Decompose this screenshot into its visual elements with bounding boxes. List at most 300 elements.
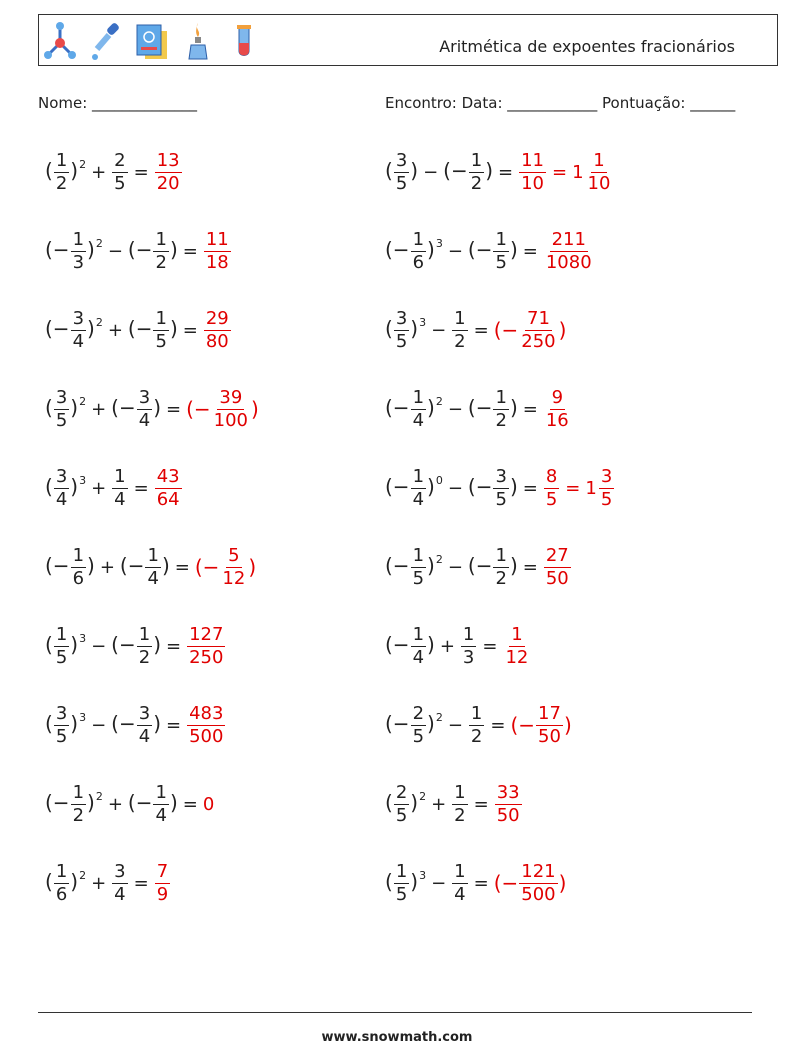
equals-sign: = xyxy=(473,872,489,894)
fraction xyxy=(153,781,168,826)
equals-sign: = xyxy=(522,240,538,262)
numerator: 1 xyxy=(412,386,425,408)
close-paren: ) xyxy=(169,790,178,814)
problem xyxy=(45,614,226,678)
equals-sign: = xyxy=(182,240,198,262)
open-paren: (− xyxy=(510,713,536,737)
open-paren: (− xyxy=(467,474,493,498)
denominator: 6 xyxy=(412,251,425,273)
open-paren: ( xyxy=(45,632,53,656)
numerator: 1 xyxy=(470,149,483,171)
science-book-icon xyxy=(135,21,169,61)
problem xyxy=(385,456,615,520)
open-paren: (− xyxy=(385,474,410,498)
close-paren: ) xyxy=(509,553,518,577)
meeting-field: Encontro: Data: ____________ Pontuação: ______ xyxy=(385,94,736,112)
open-paren: (− xyxy=(443,158,468,182)
denominator: 5 xyxy=(395,883,408,905)
denominator: 4 xyxy=(72,330,85,352)
open-paren: (− xyxy=(467,237,493,261)
close-paren: ) xyxy=(70,395,79,419)
whole-part: 1 xyxy=(585,477,597,499)
answer xyxy=(543,544,572,589)
numerator: 3 xyxy=(55,465,68,487)
close-paren: ) xyxy=(70,158,79,182)
numerator: 3 xyxy=(55,386,68,408)
answer xyxy=(543,228,595,273)
numerator: 1 xyxy=(55,623,68,645)
denominator: 5 xyxy=(55,725,68,747)
open-paren: (− xyxy=(127,790,153,814)
fraction xyxy=(112,465,127,510)
numerator: 1 xyxy=(155,228,167,250)
operator: + xyxy=(99,556,115,578)
equals-sign: = xyxy=(482,635,498,657)
term xyxy=(385,465,443,510)
term xyxy=(119,544,170,589)
operator: − xyxy=(91,635,107,657)
exponent: 3 xyxy=(79,711,87,724)
term xyxy=(45,228,103,273)
denominator: 50 xyxy=(538,725,561,747)
exponent: 3 xyxy=(419,316,427,329)
denominator: 5 xyxy=(412,567,425,589)
fraction xyxy=(493,544,508,589)
operator: + xyxy=(107,793,123,815)
numerator: 1 xyxy=(495,386,507,408)
term xyxy=(111,623,161,668)
denominator: 2 xyxy=(470,725,483,747)
fraction xyxy=(544,544,571,589)
equals-sign: = xyxy=(133,161,149,183)
term xyxy=(45,386,87,431)
denominator: 6 xyxy=(72,567,85,589)
fraction xyxy=(155,860,170,905)
numerator: 2 xyxy=(395,781,408,803)
denominator: 2 xyxy=(495,409,507,431)
denominator: 4 xyxy=(114,883,126,905)
term xyxy=(460,623,477,668)
fraction xyxy=(54,860,69,905)
answer xyxy=(493,307,567,352)
denominator: 5 xyxy=(55,646,68,668)
denominator: 4 xyxy=(138,409,151,431)
answer xyxy=(543,465,615,510)
denominator: 80 xyxy=(205,330,229,352)
term xyxy=(385,860,427,905)
open-paren: (− xyxy=(45,790,70,814)
fraction xyxy=(187,702,225,747)
open-paren: ( xyxy=(385,158,393,182)
answer xyxy=(154,149,183,194)
close-paren: ) xyxy=(509,237,518,261)
answer xyxy=(154,465,183,510)
term xyxy=(385,386,443,431)
answer xyxy=(186,386,259,431)
equals-sign: = xyxy=(522,398,538,420)
answer xyxy=(502,623,531,668)
whole-part: 1 xyxy=(572,161,584,183)
numerator: 11 xyxy=(205,228,229,250)
answer xyxy=(186,702,226,747)
fraction xyxy=(452,860,467,905)
term xyxy=(385,781,427,826)
term xyxy=(111,465,128,510)
denominator: 20 xyxy=(156,172,180,194)
close-paren: ) xyxy=(427,237,435,261)
close-paren: ) xyxy=(427,711,435,735)
fraction xyxy=(112,860,127,905)
answer xyxy=(203,794,214,815)
close-paren: ) xyxy=(70,869,79,893)
fraction xyxy=(394,860,409,905)
equals-sign: = xyxy=(522,477,538,499)
operator: − xyxy=(431,319,447,341)
fraction xyxy=(493,386,508,431)
open-paren: (− xyxy=(385,711,410,735)
open-paren: ( xyxy=(45,395,53,419)
fraction xyxy=(452,781,467,826)
operator: − xyxy=(447,477,463,499)
denominator: 5 xyxy=(395,172,408,194)
fraction xyxy=(112,149,127,194)
close-paren: ) xyxy=(410,869,419,893)
term xyxy=(467,465,518,510)
operator: + xyxy=(439,635,455,657)
fraction xyxy=(54,149,69,194)
problem xyxy=(45,377,259,441)
numerator: 1 xyxy=(72,228,85,250)
problem xyxy=(45,851,171,915)
numerator: 1 xyxy=(147,544,159,566)
fraction xyxy=(137,623,152,668)
denominator: 64 xyxy=(156,488,180,510)
numerator: 483 xyxy=(189,702,224,724)
close-paren: ) xyxy=(87,553,95,577)
dropper-icon xyxy=(89,21,123,61)
numerator: 3 xyxy=(495,465,507,487)
numerator: 11 xyxy=(521,149,544,171)
operator: − xyxy=(431,872,447,894)
close-paren: ) xyxy=(485,158,493,182)
fraction xyxy=(212,386,250,431)
denominator: 5 xyxy=(55,409,68,431)
term xyxy=(45,623,87,668)
name-field: Nome: ______________ xyxy=(38,94,198,112)
close-paren: ) xyxy=(509,474,518,498)
fraction xyxy=(469,702,484,747)
term xyxy=(111,149,128,194)
term xyxy=(467,228,518,273)
problem xyxy=(385,693,572,757)
burner-icon xyxy=(181,21,215,61)
term xyxy=(451,781,468,826)
problem xyxy=(385,851,566,915)
numerator: 1 xyxy=(72,781,85,803)
fraction xyxy=(71,307,86,352)
exponent: 0 xyxy=(435,474,443,487)
denominator: 5 xyxy=(495,488,507,510)
numerator: 211 xyxy=(551,228,586,250)
numerator: 3 xyxy=(55,702,68,724)
answer xyxy=(154,860,171,905)
close-paren: ) xyxy=(153,395,161,419)
problem xyxy=(45,772,214,836)
fraction xyxy=(71,228,86,273)
close-paren: ) xyxy=(410,790,419,814)
denominator: 5 xyxy=(395,330,408,352)
fraction xyxy=(536,702,563,747)
fraction xyxy=(155,149,182,194)
denominator: 4 xyxy=(138,725,151,747)
open-paren: ( xyxy=(385,790,393,814)
open-paren: (− xyxy=(467,395,493,419)
denominator: 16 xyxy=(545,409,569,431)
close-paren: ) xyxy=(153,711,161,735)
equals-sign: = xyxy=(522,556,538,578)
term xyxy=(468,702,485,747)
open-paren: (− xyxy=(385,632,410,656)
numerator: 1 xyxy=(155,781,167,803)
equals-sign: = xyxy=(490,714,506,736)
operator: − xyxy=(447,240,463,262)
denominator: 5 xyxy=(395,804,408,826)
numerator: 39 xyxy=(219,386,243,408)
open-paren: ( xyxy=(45,869,53,893)
denominator: 5 xyxy=(114,172,126,194)
answer xyxy=(203,307,232,352)
fraction xyxy=(54,386,69,431)
close-paren: ) xyxy=(410,316,419,340)
term xyxy=(443,149,493,194)
denominator: 4 xyxy=(155,804,167,826)
open-paren: (− xyxy=(385,395,410,419)
fraction xyxy=(519,149,546,194)
term xyxy=(451,860,468,905)
numerator: 3 xyxy=(138,386,151,408)
fraction xyxy=(54,465,69,510)
operator: + xyxy=(91,872,107,894)
fraction xyxy=(187,623,225,668)
problem xyxy=(45,535,256,599)
fraction xyxy=(493,465,508,510)
numerator: 1 xyxy=(412,465,425,487)
open-paren: ( xyxy=(45,158,53,182)
numerator: 2 xyxy=(412,702,425,724)
equals-sign: = xyxy=(473,793,489,815)
problem xyxy=(385,219,595,283)
fraction xyxy=(411,228,426,273)
denominator: 4 xyxy=(454,883,466,905)
numerator: 8 xyxy=(545,465,558,487)
term xyxy=(111,702,161,747)
problem xyxy=(45,693,226,757)
open-paren: ( xyxy=(385,316,393,340)
term xyxy=(385,623,435,668)
problem xyxy=(385,298,566,362)
open-paren: (− xyxy=(493,871,519,895)
footer-divider xyxy=(38,1012,752,1013)
fraction xyxy=(411,544,426,589)
equals-sign: = xyxy=(166,398,182,420)
fraction xyxy=(599,465,614,510)
fraction xyxy=(153,307,168,352)
term xyxy=(467,544,518,589)
close-paren: ) xyxy=(427,553,435,577)
term xyxy=(45,860,87,905)
term xyxy=(385,307,427,352)
fraction xyxy=(544,228,594,273)
exponent: 2 xyxy=(79,395,87,408)
open-paren: (− xyxy=(45,316,70,340)
equals-sign: = xyxy=(166,714,182,736)
answer xyxy=(543,386,572,431)
denominator: 4 xyxy=(147,567,159,589)
exponent: 3 xyxy=(79,474,87,487)
close-paren: ) xyxy=(558,871,567,895)
problem xyxy=(45,456,183,520)
denominator: 4 xyxy=(114,488,126,510)
answer-value: 0 xyxy=(202,793,215,815)
fraction xyxy=(495,781,522,826)
fraction xyxy=(493,228,508,273)
numerator: 1 xyxy=(114,465,126,487)
exponent: 2 xyxy=(419,790,427,803)
term xyxy=(127,307,178,352)
denominator: 3 xyxy=(72,251,85,273)
numerator: 127 xyxy=(189,623,224,645)
close-paren: ) xyxy=(410,158,419,182)
answer xyxy=(186,623,226,668)
numerator: 7 xyxy=(156,860,169,882)
denominator: 250 xyxy=(189,646,224,668)
fraction xyxy=(452,307,467,352)
equals-sign: = xyxy=(182,793,198,815)
problem xyxy=(45,219,232,283)
close-paren: ) xyxy=(427,474,435,498)
answer xyxy=(194,544,257,589)
close-paren: ) xyxy=(427,632,435,656)
denominator: 2 xyxy=(470,172,483,194)
term xyxy=(385,149,419,194)
fraction xyxy=(145,544,160,589)
term xyxy=(45,702,87,747)
answer xyxy=(518,149,613,194)
fraction xyxy=(394,149,409,194)
worksheet-title: Aritmética de expoentes fracionários xyxy=(439,37,735,56)
fraction xyxy=(394,307,409,352)
equals-sign: = xyxy=(133,477,149,499)
operator: + xyxy=(91,477,107,499)
exponent: 2 xyxy=(95,790,103,803)
operator: + xyxy=(91,398,107,420)
open-paren: (− xyxy=(467,553,493,577)
numerator: 1 xyxy=(412,623,425,645)
denominator: 10 xyxy=(521,172,544,194)
numerator: 13 xyxy=(156,149,180,171)
fraction xyxy=(137,386,152,431)
open-paren: (− xyxy=(127,316,153,340)
numerator: 1 xyxy=(511,623,523,645)
numerator: 3 xyxy=(395,149,408,171)
problem xyxy=(385,535,572,599)
term xyxy=(111,860,128,905)
open-paren: (− xyxy=(493,318,519,342)
fraction xyxy=(411,465,426,510)
numerator: 3 xyxy=(72,307,85,329)
term xyxy=(451,307,468,352)
denominator: 100 xyxy=(213,409,249,431)
problem xyxy=(45,140,183,204)
close-paren: ) xyxy=(509,395,518,419)
exponent: 2 xyxy=(79,158,87,171)
exponent: 3 xyxy=(79,632,87,645)
worksheet-header xyxy=(38,14,778,66)
fraction xyxy=(411,702,426,747)
exponent: 2 xyxy=(95,237,103,250)
denominator: 9 xyxy=(156,883,169,905)
numerator: 3 xyxy=(114,860,126,882)
exponent: 2 xyxy=(435,553,443,566)
fraction xyxy=(469,149,484,194)
numerator: 27 xyxy=(545,544,569,566)
numerator: 71 xyxy=(527,307,550,329)
footer-url: www.snowmath.com xyxy=(321,1030,473,1045)
open-paren: (− xyxy=(45,553,70,577)
test-tube-icon xyxy=(227,21,261,61)
open-paren: (− xyxy=(194,555,220,579)
operator: − xyxy=(447,398,463,420)
operator: + xyxy=(91,161,107,183)
term xyxy=(111,386,161,431)
open-paren: (− xyxy=(127,237,153,261)
term xyxy=(467,386,518,431)
equals-sign: = xyxy=(133,872,149,894)
denominator: 50 xyxy=(545,567,569,589)
fraction xyxy=(71,544,86,589)
problem xyxy=(385,614,531,678)
fraction xyxy=(461,623,476,668)
denominator: 5 xyxy=(412,725,425,747)
numerator: 1 xyxy=(412,544,425,566)
open-paren: (− xyxy=(385,553,410,577)
denominator: 18 xyxy=(205,251,229,273)
close-paren: ) xyxy=(87,790,95,814)
numerator: 1 xyxy=(470,702,483,724)
numerator: 1 xyxy=(55,149,68,171)
operator: − xyxy=(447,556,463,578)
answer xyxy=(494,781,523,826)
denominator: 2 xyxy=(55,172,68,194)
term xyxy=(45,781,103,826)
numerator: 2 xyxy=(114,149,126,171)
numerator: 33 xyxy=(496,781,520,803)
denominator: 1080 xyxy=(545,251,592,273)
close-paren: ) xyxy=(70,474,79,498)
denominator: 2 xyxy=(155,251,167,273)
fraction xyxy=(220,544,247,589)
numerator: 3 xyxy=(600,465,613,487)
term xyxy=(45,544,95,589)
fraction xyxy=(411,386,426,431)
denominator: 2 xyxy=(454,804,466,826)
denominator: 5 xyxy=(545,488,558,510)
numerator: 1 xyxy=(155,307,167,329)
numerator: 1 xyxy=(395,860,408,882)
open-paren: (− xyxy=(111,711,136,735)
close-paren: ) xyxy=(87,316,95,340)
operator: + xyxy=(107,319,123,341)
